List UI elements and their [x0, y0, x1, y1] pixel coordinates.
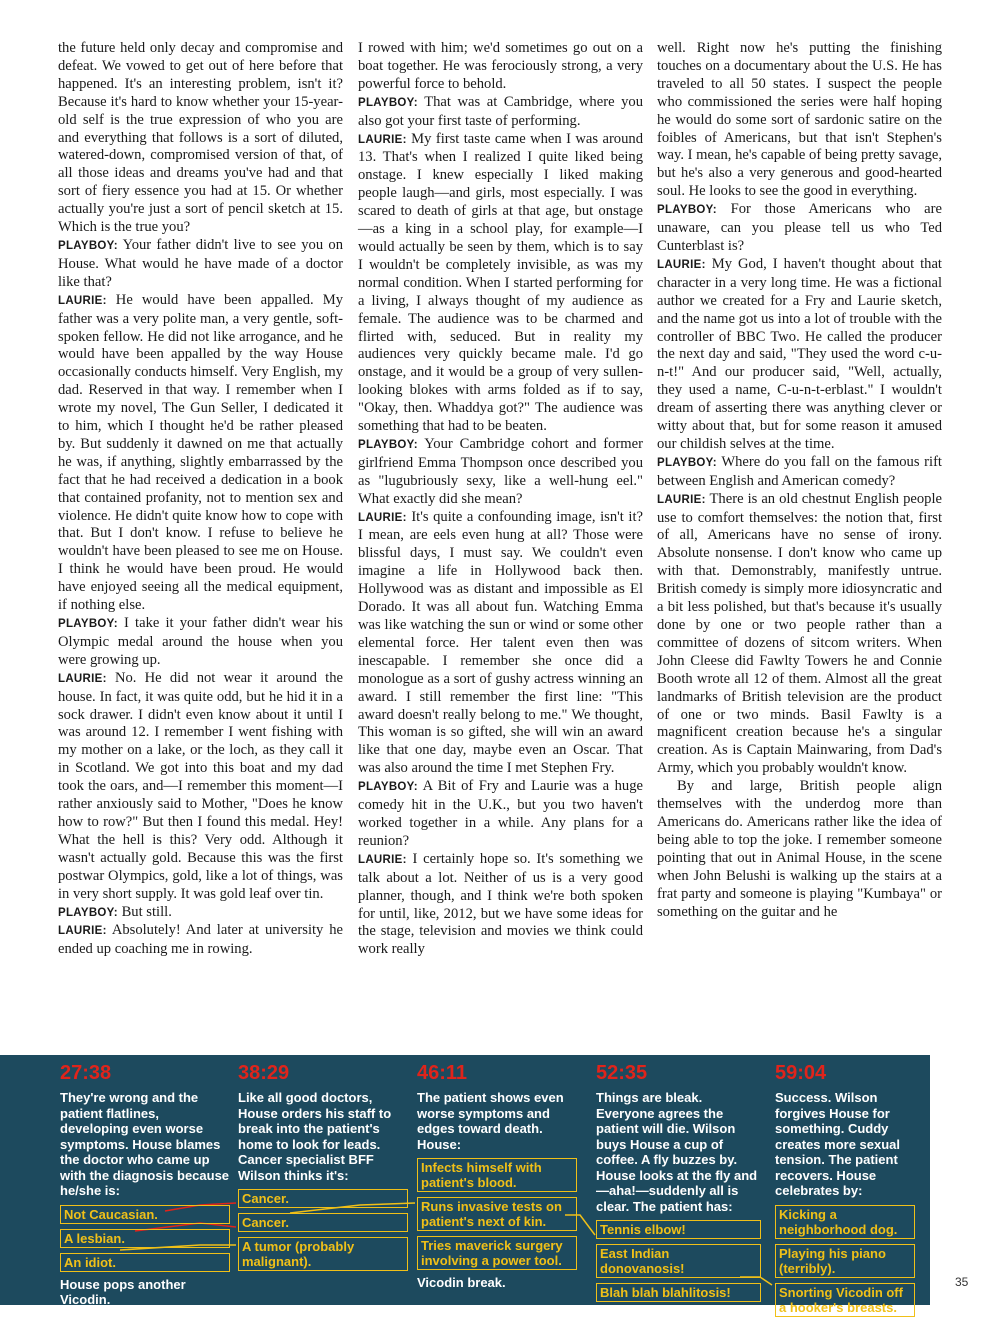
speaker-label: PLAYBOY: [657, 204, 717, 217]
speaker-label: LAURIE: [58, 672, 107, 685]
option-list [238, 1189, 408, 1271]
timestamp: 38:29 [238, 1062, 290, 1084]
option-list [775, 1205, 915, 1317]
article-paragraph [657, 491, 942, 779]
page-number: 35 [955, 1275, 969, 1289]
timeline-step [775, 1062, 915, 1322]
option-box: Runs invasive tests on patient's next of kin. [417, 1197, 577, 1231]
speaker-label: LAURIE: [657, 258, 706, 271]
speaker-label: PLAYBOY: [358, 781, 418, 794]
article-paragraph [58, 292, 343, 615]
paragraph-text: I certainly hope so. It's something we talk about a lot. Neither of us is a very good planner, though, and I think we're both spoken for until, like, 2012, but we have some ideas for the stage, television and movies we think could work really [358, 850, 643, 958]
timestamp: 27:38 [60, 1062, 112, 1084]
option-list [60, 1205, 230, 1272]
paragraph-text: the future held only decay and compromise and defeat. We vowed to get out of here before that happened. It's an interesting problem, isn't it? Because it's hard to know whether your 15-year-old self is the true expression of who you are and everything that follows is a sort of diluted, watered-down, compromised version of that, of all those ideas and dreams you've had and that sort of fiery essence you had at 15. Or whether actually you're just a sort of pencil sketch at 15. Which is the true you? [58, 40, 343, 236]
option-box: Blah blah blahlitosis! [596, 1283, 761, 1302]
paragraph-text: For those Americans who are unaware, can you please tell us who Ted Cunterblast is? [657, 201, 942, 254]
option-box: Not Caucasian. [60, 1205, 230, 1224]
step-description: Like all good doctors, House orders his staff to break into the patient's home to look for leads. Cancer specialist BFF Wilson thinks it's: [238, 1090, 392, 1183]
article-paragraph [58, 922, 343, 959]
timestamp: 46:11 [417, 1062, 468, 1084]
option-box: Tries maverick surgery involving a power tool. [417, 1236, 577, 1270]
option-box: Snorting Vicodin off a hooker's breasts. [775, 1283, 915, 1317]
timestamp: 59:04 [775, 1062, 827, 1084]
paragraph-text: He would have been appalled. My father was a very polite man, a very gentle, soft-spoken fellow. He did not like arrogance, and he would have been appalled by the way House occasionally conducts himself. Very English, my dad. Reserved in that way. I remember when I wrote my novel, The Gun Seller, I dedicated it to him, which I thought he'd be rather pleased by. But suddenly it dawned on me that actually he was, if anything, slightly embarrassed by the fact that he had received a dedication in a book that contained profanity, not to mention sex and violence. He didn't quite know how to cope with that. But I don't know. I refuse to believe he wouldn't have been pleased to see me on House. I think he would have been proud. He would have enjoyed seeing all the medical equipment, if nothing else. [58, 291, 343, 614]
speaker-label: LAURIE: [58, 294, 107, 307]
speaker-label: PLAYBOY: [58, 906, 118, 919]
speaker-label: LAURIE: [58, 925, 107, 938]
speaker-label: PLAYBOY: [657, 456, 717, 469]
paragraph-text: My God, I haven't thought about that character in a very long time. He was a fictional author we created for a Fry and Laurie sketch, and the name got us into a lot of trouble with the controller of BBC Two. He called the producer the next day and said, "They used the word c-u-n-t!" And our producer said, "Well, actually, they used a name, C-u-n-t-erblast." I wouldn't dream of asserting there was anything clever or witty about that, but for some reason it amused our childish selves at the time. [657, 255, 942, 452]
article-paragraph [358, 131, 643, 436]
paragraph-text: well. Right now he's putting the finishing touches on a documentary about the U.S. He has traveled to all 50 states. I suspect the people who commissioned the series were half hoping he would do some sort of sardonic satire on the foibles of Americans, but that isn't Stephen's way. I mean, he's capable of being pretty savage, but he's also a very generous and good-hearted soul. He looks to see the good in everything. [657, 40, 942, 200]
article-paragraph [657, 454, 942, 491]
article-column-2 [358, 40, 643, 959]
speaker-label: LAURIE: [358, 511, 407, 524]
option-box: Playing his piano (terribly). [775, 1244, 915, 1278]
option-box: Infects himself with patient's blood. [417, 1158, 577, 1192]
paragraph-text: Absolutely! And later at university he ended up coaching me in rowing. [58, 922, 343, 958]
paragraph-text: I take it your father didn't wear his Olympic medal around the house when you were growing up. [58, 615, 343, 668]
option-list [596, 1220, 761, 1302]
paragraph-text: Where do you fall on the famous rift between English and American comedy? [657, 453, 942, 489]
paragraph-text: But still. [117, 903, 172, 920]
option-box: Cancer. [238, 1213, 408, 1232]
article-paragraph [58, 670, 343, 904]
paragraph-text: My first taste came when I was around 13. That's when I realized I quite liked being onstage. I knew especially I liked making people laugh—and girls, most especially. I was scared to death of girls at that age, but onstage—as a king in a school play, for example—I would actually be seen by them, which is to say I wouldn't be completely invisible, as was my normal condition. When I started performing for a living, I always thought of my audience as female. The audience was to be charmed and flirted with, seduced. But in reality my audiences very quickly became male. I'd go onstage, and it would be a group of very sullen-looking blokes with arms folded as if to say, "Okay, then. Whaddya got?" The audience was something that had to be beaten. [358, 130, 643, 435]
speaker-label: LAURIE: [657, 493, 706, 506]
article-paragraph [358, 851, 643, 959]
step-description: The patient shows even worse symptoms and edges toward death. House: [417, 1090, 564, 1152]
article-paragraph [58, 615, 343, 670]
step-description: Things are bleak. Everyone agrees the patient will die. Wilson buys House a cup of coffee. A fly buzzes by. House looks at the fly and—aha!—suddenly all is clear. The patient has: [596, 1090, 758, 1214]
article-column-1 [58, 40, 343, 959]
speaker-label: LAURIE: [358, 133, 407, 146]
paragraph-text: Your father didn't live to see you on House. What would he have made of a doctor like that? [58, 236, 343, 290]
option-box: A lesbian. [60, 1229, 230, 1248]
option-list [417, 1158, 577, 1270]
paragraph-text: By and large, British people align themselves with the underdog more than Americans do. Americans rather like the idea of being able to top the joke. I remember someone pointing that out in Animal House, in the scene when John Belushi is walking up the stairs at a frat party and someone is playing "Kumbaya" or something on the guitar and he [657, 778, 942, 920]
timeline-step [60, 1062, 230, 1308]
timestamp: 52:35 [596, 1062, 648, 1084]
article-paragraph [358, 40, 643, 94]
speaker-label: PLAYBOY: [358, 438, 418, 451]
option-box: Kicking a neighborhood dog. [775, 1205, 915, 1239]
paragraph-text: Your Cambridge cohort and former girlfriend Emma Thompson once described you as "lugubriously sexy, like a well-hung eel." What exactly did she mean? [358, 435, 643, 507]
speaker-label: PLAYBOY: [358, 96, 418, 109]
article-paragraph [657, 40, 942, 201]
article-column-3 [657, 40, 942, 921]
article-paragraph [657, 256, 942, 454]
speaker-label: PLAYBOY: [58, 239, 118, 252]
paragraph-text: I rowed with him; we'd sometimes go out on a boat together. He was ferociously strong, a very powerful force to behold. [358, 40, 643, 92]
article-paragraph [358, 436, 643, 509]
article-paragraph [58, 40, 343, 237]
article-paragraph [657, 778, 942, 921]
step-note: House pops another Vicodin. [60, 1276, 186, 1307]
option-box: Tennis elbow! [596, 1220, 761, 1239]
timeline-step [417, 1062, 577, 1291]
article-paragraph [358, 94, 643, 131]
article-paragraph [358, 778, 643, 851]
option-box: An idiot. [60, 1253, 230, 1272]
option-box: Cancer. [238, 1189, 408, 1208]
step-description: They're wrong and the patient flatlines, developing even worse symptoms. House blames the doctor who came up with the diagnosis because he/she is: [60, 1090, 230, 1198]
timeline-step [238, 1062, 408, 1276]
paragraph-text: That was at Cambridge, where you also got your first taste of performing. [358, 93, 643, 129]
article-paragraph [58, 904, 343, 923]
paragraph-text: There is an old chestnut English people use to comfort themselves: the notion that, first of all, Americans have no sense of irony. Absolute nonsense. I don't know who came up with that. Demonstrably, manifestly untrue. British comedy is simply more idiosyncratic and a bit less polished, but that's because it's usually done by one or two people rather than a committee of dozens of sitcom writers. When John Cleese did Fawlty Towers he and Connie Booth wrote all 12 of them. Almost all the great landmarks of British television are the product of one or two minds. Basil Fawlty is a magnificent creation because he's a singular creation. As is Captain Mainwaring, from Dad's Army, which you probably wouldn't know. [657, 490, 942, 777]
speaker-label: LAURIE: [358, 853, 407, 866]
article-paragraph [358, 509, 643, 779]
paragraph-text: It's quite a confounding image, isn't it? I mean, are eels even hung at all? Those were blissful days, I must say. We couldn't even imagine a life in Hollywood back then. Hollywood was as distant and impossible as El Dorado. It was all about fun. Watching Emma was like watching the sun or wind or some other elemental force. Her talent even then was inescapable. I remember she once did a monologue as a sort of gushy actress winning an award. I still remember the first line: "This award doesn't really belong to me." We thought, This woman is so gifted, she will win an award like that one day, maybe even an Oscar. That was also around the time I met Stephen Fry. [358, 508, 643, 777]
option-box: East Indian donovanosis! [596, 1244, 761, 1278]
article-paragraph [657, 201, 942, 256]
article-paragraph [58, 237, 343, 292]
paragraph-text: No. He did not wear it around the house. In fact, it was quite odd, but he hid it in a sock drawer. I didn't even know about it until I was around 12. I remember I went fishing with my mother on a lake, or the loch, as they call it in Scotland. We got into this boat and my dad took the oars, and—I remember this moment—I rather anxiously said to Mother, "Does he know how to row?" But then I found this medal. Hey! What the hell is this? Very odd. Although it wasn't actually gold. Because this was the first postwar Olympics, gold, like a lot of things, was in very short supply. It was gold leaf over tin. [58, 669, 343, 902]
timeline-step [596, 1062, 761, 1307]
option-box: A tumor (probably malignant). [238, 1237, 408, 1271]
speaker-label: PLAYBOY: [58, 618, 118, 630]
paragraph-text: A Bit of Fry and Laurie was a huge comedy hit in the U.K., but you two haven't worked together in a while. Any plans for a reunion? [358, 778, 643, 849]
step-note: Vicodin break. [417, 1275, 506, 1290]
step-description: Success. Wilson forgives House for something. Cuddy creates more sexual tension. The patient recovers. House celebrates by: [775, 1090, 901, 1198]
